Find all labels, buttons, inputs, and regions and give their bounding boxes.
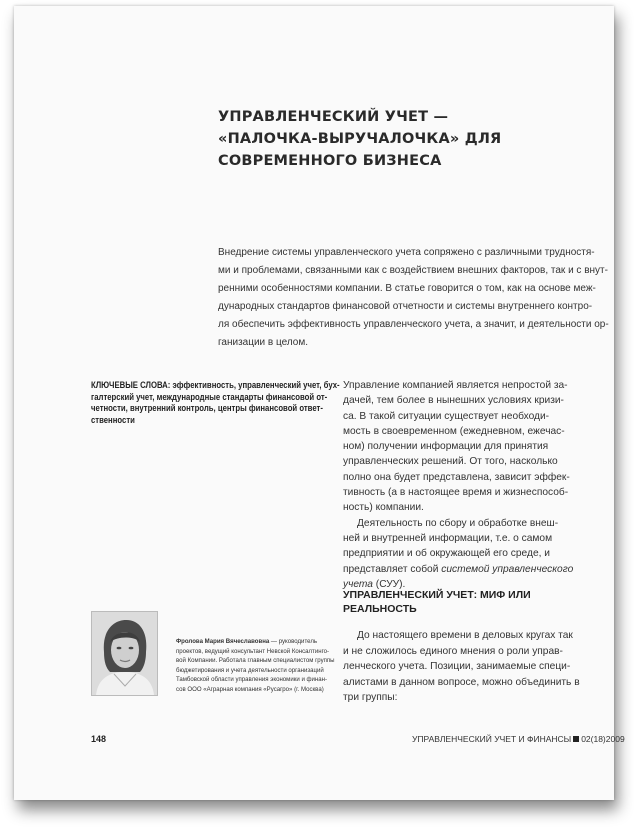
section-heading-line: УПРАВЛЕНЧЕСКИЙ УЧЕТ: МИФ ИЛИ	[343, 589, 531, 601]
section-line: ленческого учета. Позиции, занимаемые специ-	[343, 661, 571, 673]
lead-line: Внедрение системы управленческого учета сопряжено с различными трудностя-	[218, 247, 595, 258]
body-line: ность) компании.	[343, 502, 424, 514]
section-line: и не сложилось единого мнения о роли управ-	[343, 645, 563, 657]
body-line: Управление компанией является непростой за-	[343, 380, 568, 391]
page-number: 148	[91, 734, 107, 744]
article-lead	[218, 244, 609, 352]
author-line: сов ООО «Аграрная компания «Русагро» (г. Москва)	[176, 685, 324, 693]
body-line: предприятии и об окружающей его среде, и	[343, 548, 550, 560]
author-bio	[176, 637, 334, 695]
author-line: вой Компании. Работала главным специалистом группы	[176, 657, 335, 665]
body-text: представляет собой	[343, 563, 442, 575]
author-line: проектов, ведущий консультант Невской Консалтинго-	[176, 647, 330, 655]
section-heading	[343, 588, 583, 616]
author-photo	[91, 611, 158, 696]
section-line: три группы:	[343, 692, 398, 704]
author-portrait-image	[92, 612, 157, 695]
body-line: управленческих решений. От того, насколько	[343, 456, 558, 468]
author-role: — руководитель	[269, 638, 318, 645]
issue-number: 02(18)2009	[581, 734, 625, 744]
emphasis: учета	[343, 578, 373, 590]
author-line: бюджетирования и учета деятельности организаций	[176, 666, 324, 674]
body-line: дачей, тем более в нынешних условиях кризи-	[343, 395, 564, 407]
body-line: са. В такой ситуации существует необходи-	[343, 410, 550, 422]
body-line: тивность (а в настоящее время и жизнеспособ-	[343, 487, 569, 499]
section-heading-line: РЕАЛЬНОСТЬ	[343, 603, 417, 615]
author-line	[176, 637, 334, 647]
section-body	[343, 628, 583, 706]
body-line: Деятельность по сбору и обработке внеш-	[357, 517, 559, 529]
keywords-line: галтерский учет, международные стандарты финансовой от-	[91, 391, 328, 402]
section-line: До настоящего времени в деловых кругах так	[357, 630, 573, 641]
keywords-line: четности, внутренний контроль, центры финансовой ответ-	[91, 403, 323, 413]
keywords-block	[91, 380, 340, 426]
square-bullet-icon	[573, 736, 579, 742]
lead-line: ля обеспечить эффективность управленческого учета, а значит, и деятельности ор-	[218, 319, 609, 330]
section-line: алистами в данном вопросе, можно объединить в	[343, 676, 580, 688]
keywords-line: КЛЮЧЕВЫЕ СЛОВА: эффективность, управленческий учет, бух-	[91, 380, 340, 390]
keywords-line: ственности	[91, 414, 135, 425]
author-name: Фролова Мария Вячеславовна	[176, 638, 270, 645]
body-line: ней и внутренней информации, т.е. о самом	[343, 532, 553, 544]
lead-line: ренними особенностями компании. В статье говорится о том, как на основе меж-	[218, 283, 596, 294]
lead-line: дународных стандартов финансовой отчетности и системы внутреннего контро-	[218, 301, 593, 312]
lead-line: ми и проблемами, связанными как с воздействием внешних факторов, так и с внут-	[218, 265, 608, 276]
body-line: мость в своевременном (ежедневном, ежечас-	[343, 425, 565, 437]
article-title	[218, 106, 518, 172]
magazine-footer	[412, 734, 625, 744]
article-body	[343, 378, 583, 592]
author-line: Тамбовской области управления экономики и финан-	[176, 676, 328, 684]
body-line	[343, 562, 583, 577]
body-text: (СУУ).	[372, 578, 406, 590]
magazine-name: УПРАВЛЕНЧЕСКИЙ УЧЕТ И ФИНАНСЫ	[412, 734, 572, 744]
body-line: полно она будет представлена, зависит эффек-	[343, 471, 570, 483]
title-line: «ПАЛОЧКА-ВЫРУЧАЛОЧКА» ДЛЯ	[218, 131, 502, 147]
title-line: СОВРЕМЕННОГО БИЗНЕСА	[218, 153, 442, 169]
body-line: ном) получении информации для принятия	[343, 441, 549, 453]
title-line: УПРАВЛЕНЧЕСКИЙ УЧЕТ —	[218, 109, 449, 125]
lead-line: ганизации в целом.	[218, 337, 309, 348]
emphasis: системой управленческого	[441, 563, 574, 575]
